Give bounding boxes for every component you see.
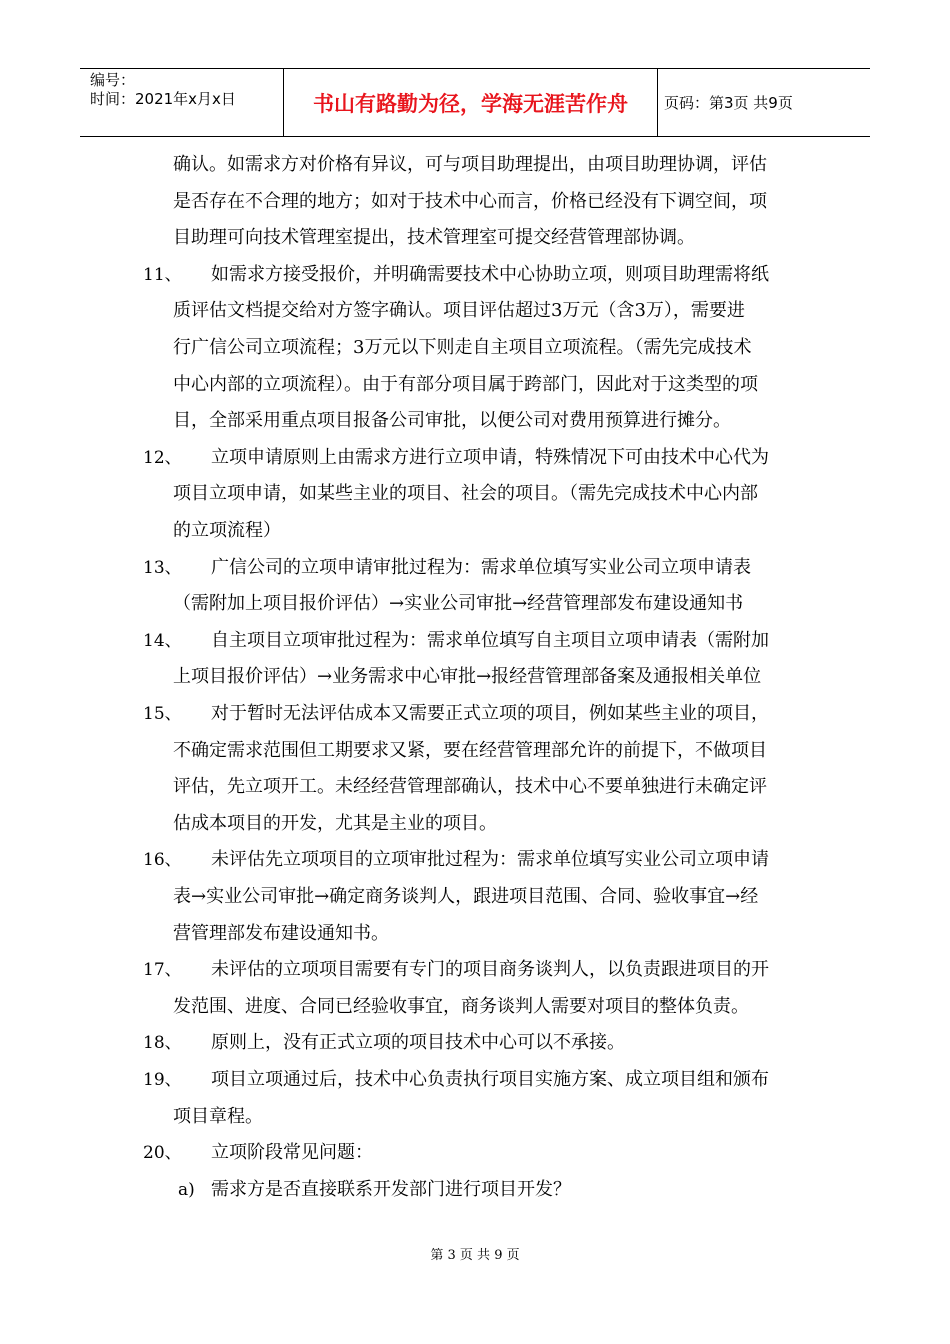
text-line: 项目立项通过后，技术中心负责执行项目实施方案、成立项目组和颁布 (211, 1069, 769, 1090)
page-footer: 第 3 页 共 9 页 (430, 1248, 520, 1263)
header-motto: 书山有路勤为径，学海无涯苦作舟 (284, 69, 658, 136)
time-label: 时间：2021年x月x日 (90, 90, 236, 108)
text-line: 立项申请原则上由需求方进行立项申请，特殊情况下可由技术中心代为 (211, 446, 769, 468)
text-line: 发范围、进度、合同已经验收事宜，商务谈判人需要对项目的整体负责。 (173, 995, 749, 1017)
text-line: 评估，先立项开工。未经经营管理部确认，技术中心不要单独进行未确定评 (173, 776, 767, 798)
text-line: 项目立项申请，如某些主业的项目、社会的项目。（需先完成技术中心内部 (173, 483, 758, 505)
item-number: 13、 (143, 557, 182, 578)
text-line: 不确定需求范围但工期要求又紧，要在经营管理部允许的前提下，不做项目 (173, 739, 767, 761)
page-header (80, 68, 870, 137)
text-line: 营管理部发布建设通知书。 (173, 922, 389, 944)
text-line: 的立项流程） (173, 520, 281, 541)
text-line: 未评估的立项项目需要有专门的项目商务谈判人，以负责跟进项目的开 (211, 959, 769, 981)
text-line: 质评估文档提交给对方签字确认。项目评估超过3万元（含3万），需要进 (173, 300, 745, 322)
item-number: 18、 (143, 1033, 182, 1054)
item-number: a) (178, 1179, 195, 1200)
text-line: 确认。如需求方对价格有异议，可与项目助理提出，由项目助理协调，评估 (173, 154, 767, 175)
text-line: 上项目报价评估）→业务需求中心审批→报经营管理部备案及通报相关单位 (173, 666, 762, 688)
text-line: 中心内部的立项流程）。由于有部分项目属于跨部门，因此对于这类型的项 (173, 373, 758, 395)
header-meta (80, 69, 284, 136)
item-number: 12、 (143, 447, 182, 468)
item-number: 19、 (143, 1070, 182, 1090)
text-line: 项目章程。 (173, 1105, 263, 1127)
text-line: 原则上，没有正式立项的项目技术中心可以不承接。 (211, 1032, 625, 1054)
item-number: 11、 (143, 264, 182, 285)
text-line: 未评估先立项项目的立项审批过程为：需求单位填写实业公司立项申请 (211, 849, 769, 871)
text-line: 立项阶段常见问题： (211, 1142, 373, 1164)
text-line: 如需求方接受报价，并明确需要技术中心协助立项，则项目助理需将纸 (211, 263, 769, 285)
text-line: 目，全部采用重点项目报备公司审批，以便公司对费用预算进行摊分。 (173, 410, 731, 432)
item-number: 14、 (143, 630, 182, 651)
item-number: 17、 (143, 960, 182, 981)
text-line: 自主项目立项审批过程为：需求单位填写自主项目立项申请表（需附加 (211, 629, 769, 651)
text-line: 行广信公司立项流程；3万元以下则走自主项目立项流程。（需先完成技术 (173, 337, 752, 358)
number-label: 编号： (90, 71, 136, 89)
text-line: 广信公司的立项申请审批过程为：需求单位填写实业公司立项申请表 (211, 556, 751, 578)
text-line: 对于暂时无法评估成本又需要正式立项的项目，例如某些主业的项目， (211, 703, 769, 724)
text-line: 目助理可向技术管理室提出，技术管理室可提交经营管理部协调。 (173, 227, 695, 249)
header-page-label: 页码：第3页 共9页 (664, 94, 793, 112)
text-line: 是否存在不合理的地方；如对于技术中心而言，价格已经没有下调空间，项 (173, 190, 767, 212)
item-number: 15、 (143, 704, 182, 724)
text-line: 估成本项目的开发，尤其是主业的项目。 (173, 812, 497, 834)
text-line: 表→实业公司审批→确定商务谈判人，跟进项目范围、合同、验收事宜→经 (173, 886, 759, 907)
text-line: （需附加上项目报价评估）→实业公司审批→经营管理部发布建设通知书 (173, 593, 744, 615)
item-number: 16、 (143, 850, 182, 871)
item-number: 20、 (143, 1143, 182, 1164)
text-line: 需求方是否直接联系开发部门进行项目开发？ (211, 1178, 571, 1200)
